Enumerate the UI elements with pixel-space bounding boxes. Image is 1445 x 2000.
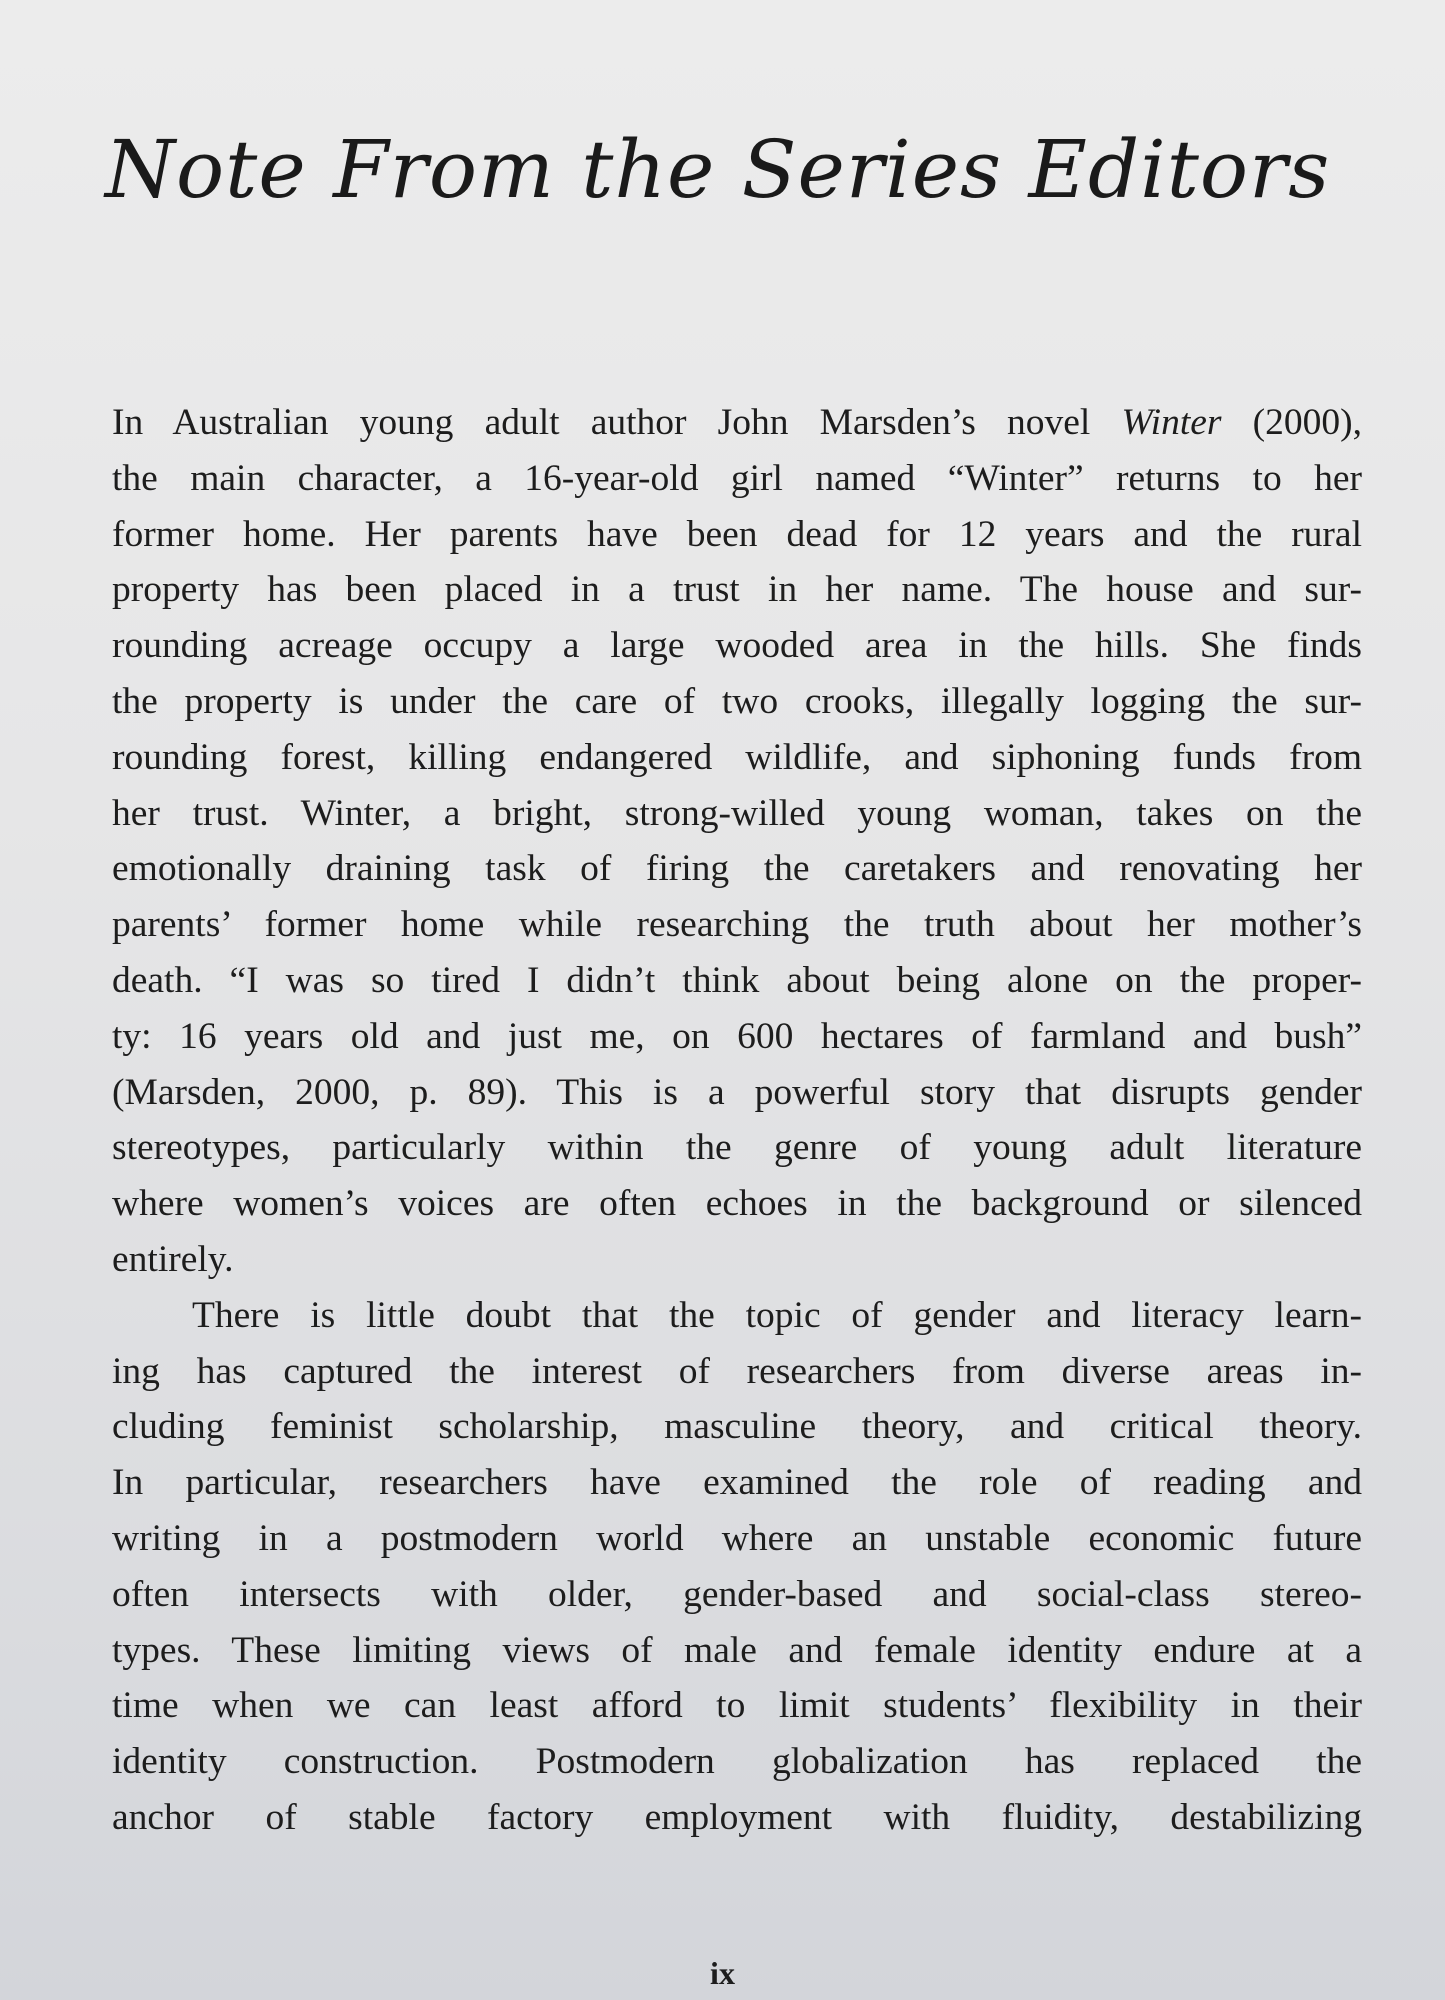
text-line: her trust. Winter, a bright, strong-willed young woman, takes on the bbox=[112, 792, 1362, 834]
text-line bbox=[112, 395, 1362, 451]
text-line: property has been placed in a trust in her name. The house and sur- bbox=[112, 569, 1362, 611]
text-line: There is little doubt that the topic of gender and literacy learn- bbox=[192, 1294, 1362, 1336]
text-line: In particular, researchers have examined the role of reading and bbox=[112, 1462, 1362, 1504]
text-line: often intersects with older, gender-based and social-class stereo- bbox=[112, 1573, 1362, 1615]
paragraph-2 bbox=[112, 1288, 1362, 1846]
text-line: anchor of stable factory employment with fluidity, destabilizing bbox=[112, 1796, 1362, 1838]
text-line: types. These limiting views of male and female identity endure at a bbox=[112, 1629, 1362, 1671]
page-heading: Note From the Series Editors bbox=[105, 123, 1331, 216]
text-line: writing in a postmodern world where an unstable economic future bbox=[112, 1517, 1362, 1559]
text-line: where women’s voices are often echoes in the background or silenced bbox=[112, 1183, 1362, 1225]
text-line: entirely. bbox=[112, 1238, 234, 1280]
text-line: death. “I was so tired I didn’t think about being alone on the proper- bbox=[112, 959, 1362, 1001]
text-run: (2000), bbox=[1221, 402, 1362, 443]
text-line: rounding forest, killing endangered wildlife, and siphoning funds from bbox=[112, 736, 1362, 778]
body-text bbox=[112, 395, 1362, 1846]
text-line: ing has captured the interest of researchers from diverse areas in- bbox=[112, 1350, 1362, 1392]
text-line: the property is under the care of two crooks, illegally logging the sur- bbox=[112, 680, 1362, 722]
text-line: time when we can least afford to limit students’ flexibility in their bbox=[112, 1685, 1362, 1727]
text-line: stereotypes, particularly within the genre of young adult literature bbox=[112, 1127, 1362, 1169]
text-line: the main character, a 16-year-old girl named “Winter” returns to her bbox=[112, 457, 1362, 499]
text-line: ty: 16 years old and just me, on 600 hectares of farmland and bush” bbox=[112, 1015, 1362, 1057]
text-line: (Marsden, 2000, p. 89). This is a powerful story that disrupts gender bbox=[112, 1071, 1362, 1113]
page-number: ix bbox=[710, 1955, 735, 1991]
paragraph-1 bbox=[112, 395, 1362, 1288]
text-line: parents’ former home while researching the truth about her mother’s bbox=[112, 904, 1362, 946]
book-title: Winter bbox=[1121, 402, 1222, 443]
text-line: emotionally draining task of firing the caretakers and renovating her bbox=[112, 848, 1362, 890]
text-run: In Australian young adult author John Marsden’s novel bbox=[112, 402, 1122, 443]
text-line: former home. Her parents have been dead for 12 years and the rural bbox=[112, 513, 1362, 555]
text-line: rounding acreage occupy a large wooded area in the hills. She finds bbox=[112, 625, 1362, 667]
text-line: cluding feminist scholarship, masculine theory, and critical theory. bbox=[112, 1406, 1362, 1448]
text-line: identity construction. Postmodern globalization has replaced the bbox=[112, 1741, 1362, 1783]
